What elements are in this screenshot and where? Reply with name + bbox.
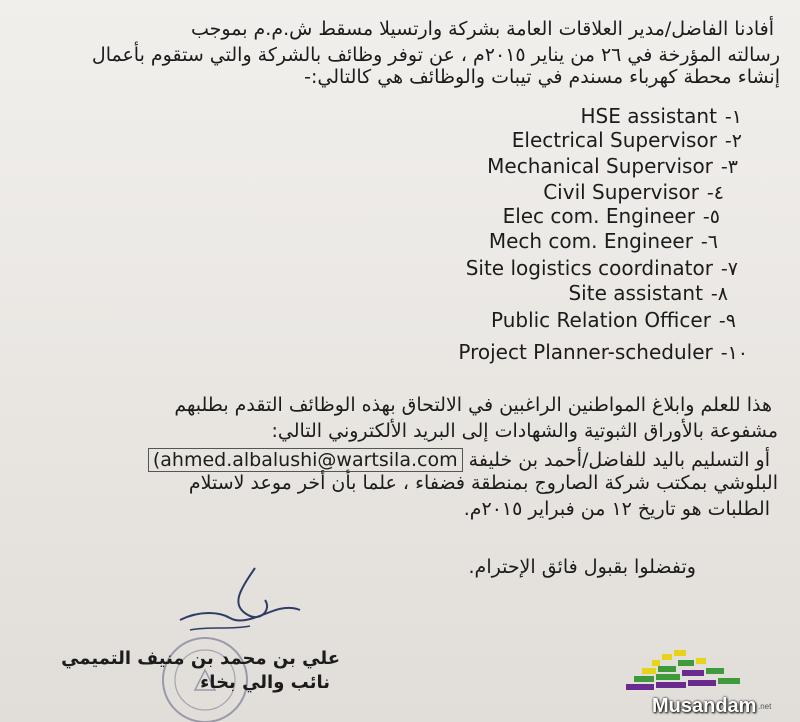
- watermark-suffix: .net: [758, 702, 772, 711]
- job-item-9: [491, 308, 736, 333]
- job-title: Electrical Supervisor: [511, 128, 717, 152]
- call-line-5: الطلبات هو تاريخ ١٢ من فبراير ٢٠١٥م.: [463, 498, 770, 520]
- email-address[interactable]: (ahmed.albalushi@wartsila.com: [148, 448, 463, 472]
- job-number: -١: [724, 106, 742, 128]
- intro-line-3: إنشاء محطة كهرباء مسندم في تيبات والوظائف هي كالتالي:-: [304, 66, 780, 88]
- job-title: Mechanical Supervisor: [487, 154, 713, 178]
- intro-line-2: رسالته المؤرخة في ٢٦ من يناير ٢٠١٥م ، عن توفر وظائف بالشركة والتي ستقوم بأعمال: [91, 44, 780, 66]
- job-title: Elec com. Engineer: [502, 204, 695, 228]
- job-number: -٣: [720, 156, 738, 178]
- job-item-5: [503, 204, 720, 229]
- call-line-4: البلوشي بمكتب شركة الصاروج بمنطقة فضفاء ، علما بأن أخر موعد لاستلام: [188, 472, 778, 494]
- job-title: Public Relation Officer: [490, 308, 711, 332]
- job-number: -٦: [700, 231, 718, 253]
- job-number: -١٠: [720, 342, 748, 364]
- job-item-8: [568, 281, 728, 306]
- signatory-title: نائب والي بخاء: [200, 672, 330, 693]
- watermark-text: Musandam: [652, 695, 757, 717]
- job-item-1: [581, 104, 743, 129]
- job-item-4: [543, 180, 724, 205]
- job-item-6: [489, 229, 718, 254]
- call-line-3: [148, 448, 770, 472]
- job-item-2: [512, 128, 742, 153]
- job-item-7: [466, 256, 738, 281]
- job-title: HSE assistant: [580, 104, 717, 128]
- job-number: -٨: [710, 283, 728, 305]
- job-number: -٥: [702, 206, 720, 228]
- job-title: Site logistics coordinator: [465, 256, 713, 280]
- job-number: -٢: [724, 130, 742, 152]
- job-item-10: [458, 340, 748, 365]
- job-title: Project Planner-scheduler: [458, 340, 713, 364]
- intro-line-1: أفادنا الفاضل/مدير العلاقات العامة بشركة وارتسيلا مسقط ش.م.م بموجب: [191, 18, 774, 40]
- job-title: Mech com. Engineer: [488, 229, 693, 253]
- job-title: Site assistant: [568, 281, 703, 305]
- call-line-3-text: أو التسليم باليد للفاضل/أحمد بن خليفة: [468, 449, 770, 471]
- job-number: -٩: [718, 310, 736, 332]
- job-title: Civil Supervisor: [543, 180, 699, 204]
- signatory-name: علي بن محمد بن منيف التميمي: [61, 648, 340, 669]
- call-line-2: مشفوعة بالأوراق الثبوتية والشهادات إلى البريد الألكتروني التالي:: [271, 420, 778, 442]
- job-item-3: [487, 154, 738, 179]
- call-line-1: هذا للعلم وابلاغ المواطنين الراغبين في الالتحاق بهذه الوظائف التقدم بطلبهم: [174, 394, 772, 416]
- job-number: -٤: [706, 182, 724, 204]
- official-stamp: [150, 620, 260, 722]
- job-number: -٧: [720, 258, 738, 280]
- closing-line: وتفضلوا بقبول فائق الإحترام.: [468, 556, 696, 578]
